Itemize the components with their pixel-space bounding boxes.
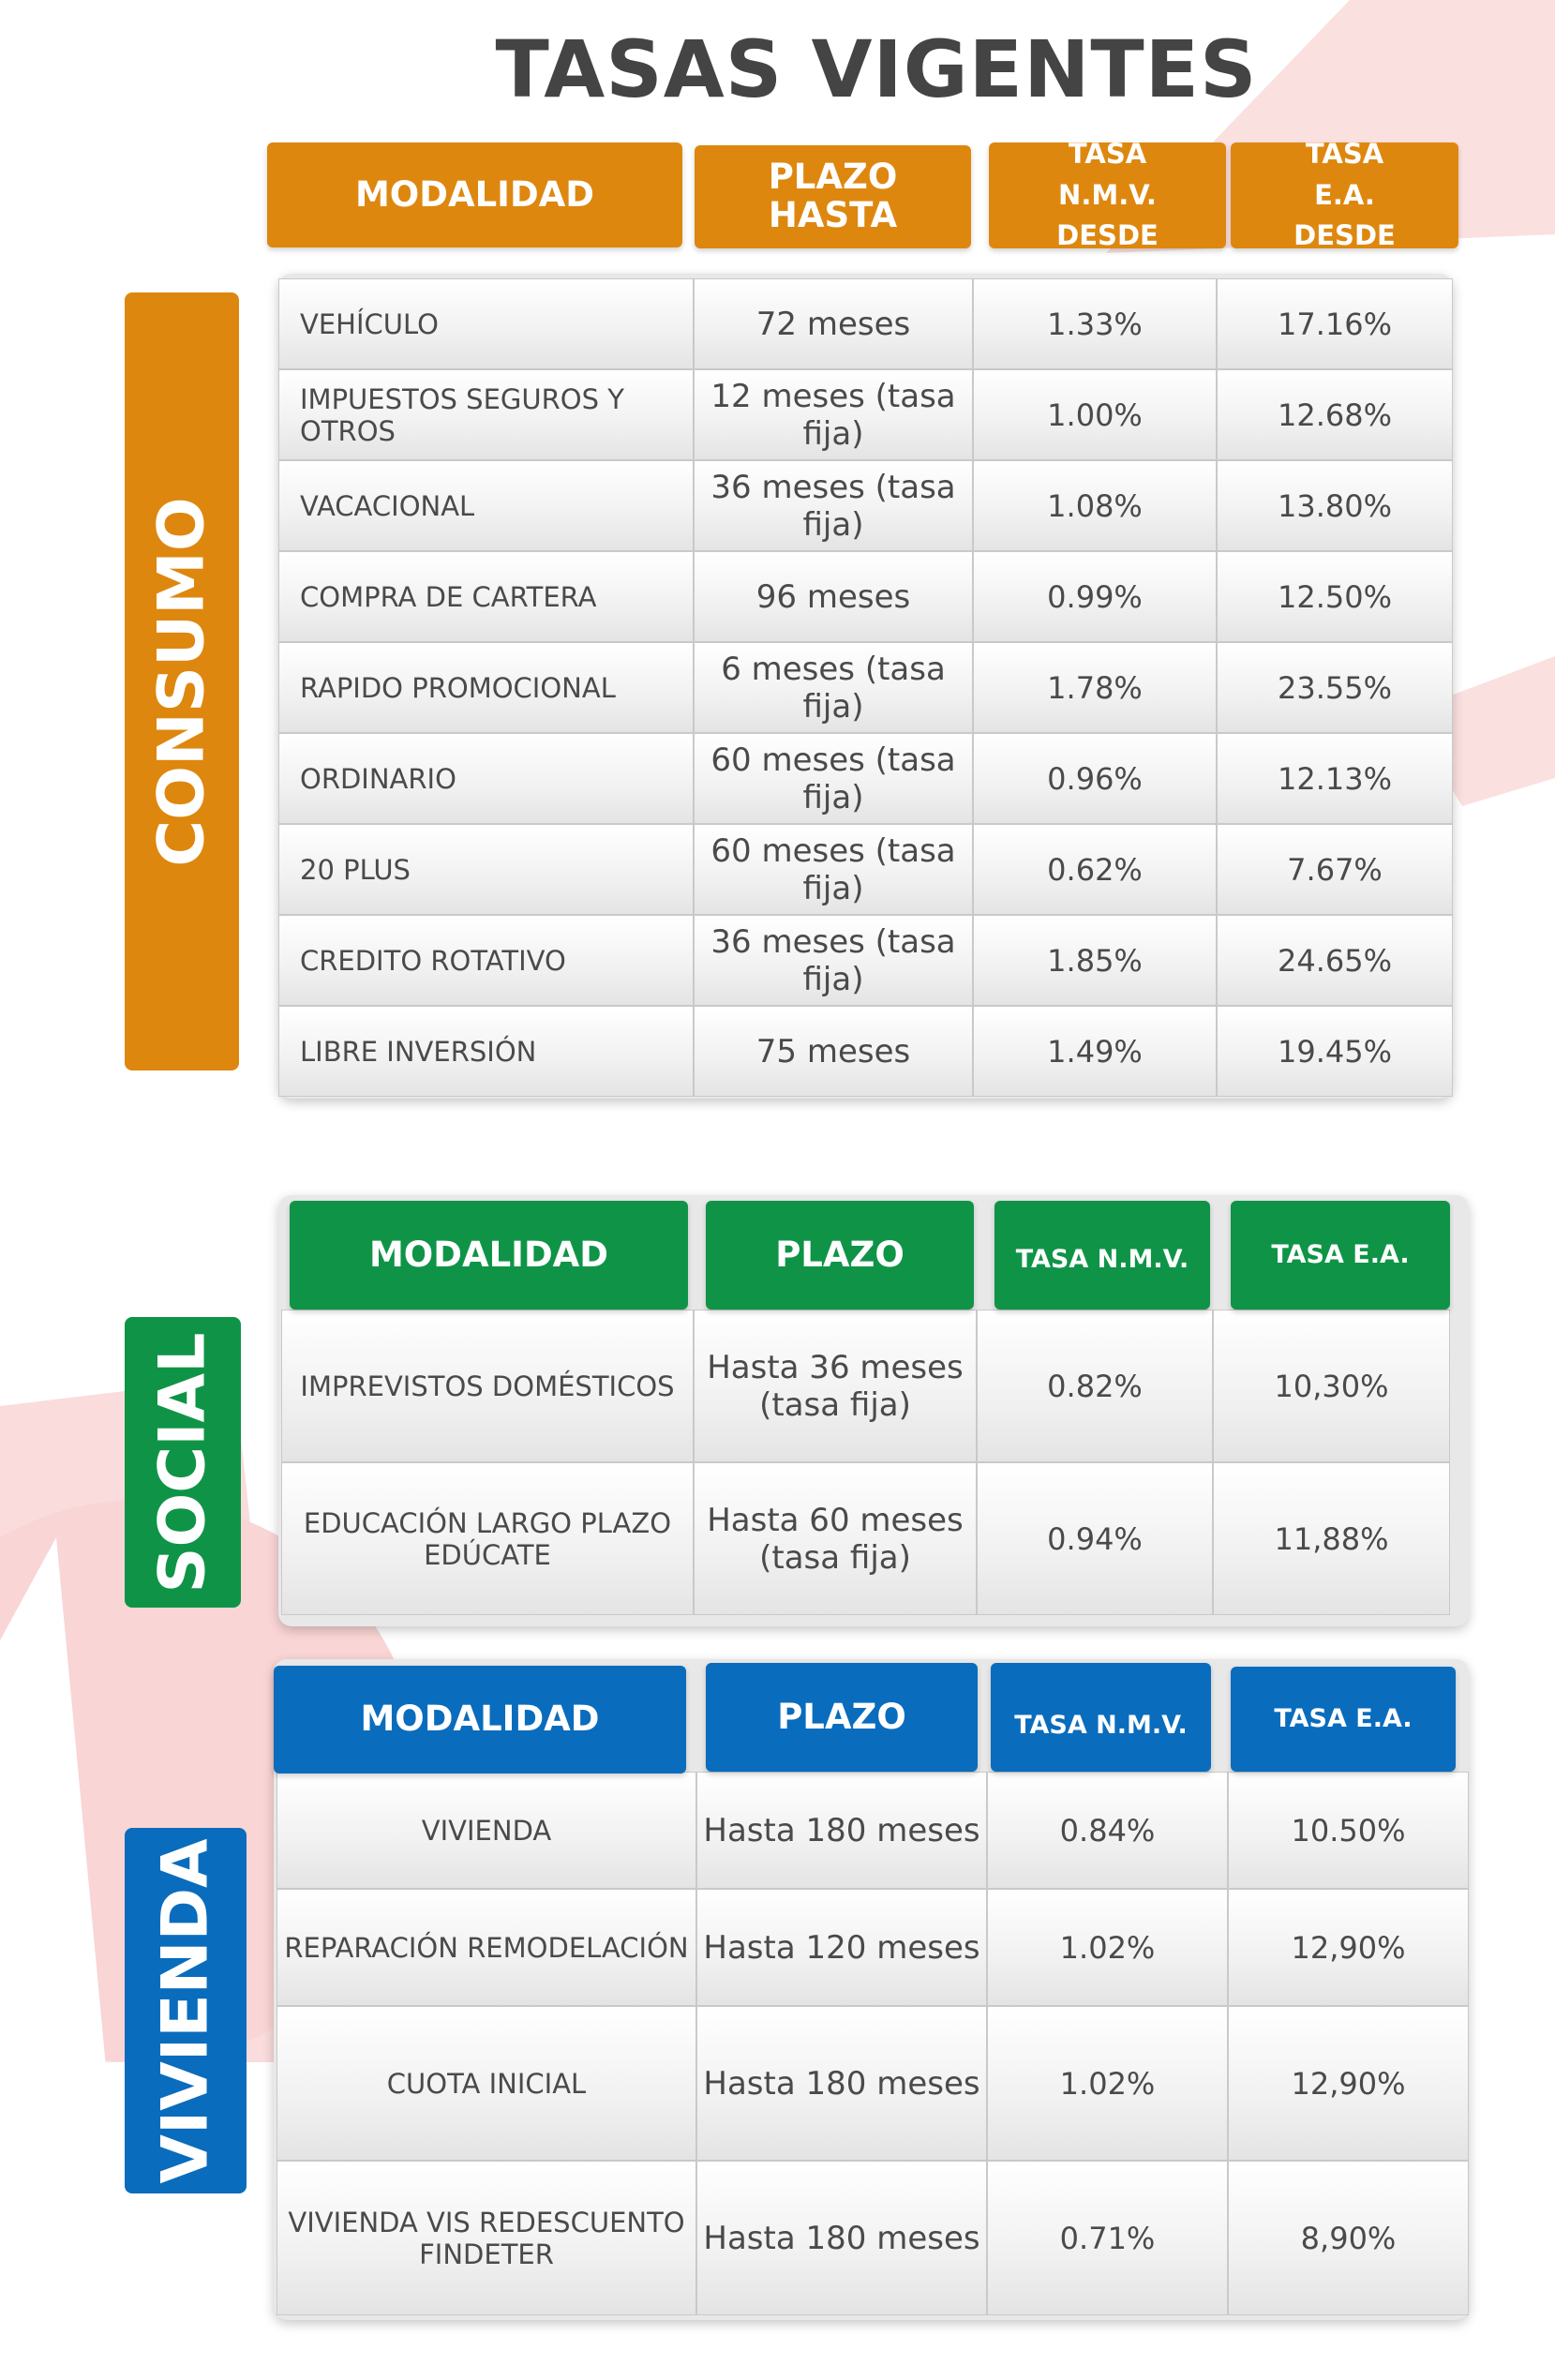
vivienda-tasa-ea-cell: 12,90% (1228, 1889, 1469, 2006)
consumo-modalidad-cell: VACACIONAL (278, 460, 694, 551)
header-tasa-nmv: TASA N.M.V. (994, 1201, 1210, 1310)
consumo-tasa-nmv-cell: 1.33% (973, 278, 1217, 369)
vivienda-plazo-cell: Hasta 180 meses (696, 2161, 987, 2315)
header-plazo-hasta: PLAZO HASTA (695, 145, 971, 248)
header-tasa-ea-desde: TASA E.A. DESDE (1231, 142, 1458, 248)
header-tasa-nmv-desde: TASA N.M.V. DESDE (989, 142, 1226, 248)
consumo-tasa-ea-cell: 7.67% (1217, 824, 1453, 915)
consumo-tasa-nmv-cell: 1.85% (973, 915, 1217, 1006)
consumo-tasa-ea-cell: 12.50% (1217, 551, 1453, 642)
vivienda-tasa-ea-cell: 12,90% (1228, 2006, 1469, 2161)
consumo-tasa-nmv-cell: 1.08% (973, 460, 1217, 551)
vivienda-tasa-nmv-cell: 0.84% (987, 1772, 1228, 1889)
vivienda-tasa-nmv-cell: 0.71% (987, 2161, 1228, 2315)
vivienda-tasa-nmv-cell: 1.02% (987, 2006, 1228, 2161)
section-label-consumo: CONSUMO (125, 292, 239, 1070)
header-plazo: PLAZO (706, 1201, 974, 1310)
social-tasa-ea-cell: 10,30% (1213, 1310, 1450, 1462)
consumo-plazo-cell: 36 meses (tasa fija) (694, 460, 973, 551)
consumo-tasa-ea-cell: 24.65% (1217, 915, 1453, 1006)
consumo-plazo-cell: 6 meses (tasa fija) (694, 642, 973, 733)
social-plazo-cell: Hasta 36 meses (tasa fija) (694, 1310, 977, 1462)
vivienda-plazo-cell: Hasta 180 meses (696, 1772, 987, 1889)
consumo-plazo-cell: 60 meses (tasa fija) (694, 824, 973, 915)
consumo-plazo-cell: 96 meses (694, 551, 973, 642)
social-modalidad-cell: EDUCACIÓN LARGO PLAZO EDÚCATE (281, 1462, 694, 1615)
social-tasa-ea-cell: 11,88% (1213, 1462, 1450, 1615)
header-modalidad: MODALIDAD (290, 1201, 688, 1310)
consumo-plazo-cell: 36 meses (tasa fija) (694, 915, 973, 1006)
consumo-tasa-ea-cell: 12.68% (1217, 369, 1453, 460)
header-modalidad: MODALIDAD (267, 142, 682, 247)
header-tasa-ea: TASA E.A. (1231, 1201, 1450, 1310)
consumo-modalidad-cell: RAPIDO PROMOCIONAL (278, 642, 694, 733)
vivienda-modalidad-cell: VIVIENDA (277, 1772, 696, 1889)
vivienda-modalidad-cell: REPARACIÓN REMODELACIÓN (277, 1889, 696, 2006)
consumo-tasa-nmv-cell: 0.62% (973, 824, 1217, 915)
consumo-tasa-ea-cell: 19.45% (1217, 1006, 1453, 1097)
consumo-modalidad-cell: COMPRA DE CARTERA (278, 551, 694, 642)
social-tasa-nmv-cell: 0.94% (977, 1462, 1213, 1615)
section-label-social: SOCIAL (125, 1317, 241, 1608)
consumo-plazo-cell: 75 meses (694, 1006, 973, 1097)
section-label-vivienda: VIVIENDA (125, 1828, 247, 2193)
social-plazo-cell: Hasta 60 meses (tasa fija) (694, 1462, 977, 1615)
consumo-modalidad-cell: IMPUESTOS SEGUROS Y OTROS (278, 369, 694, 460)
consumo-plazo-cell: 12 meses (tasa fija) (694, 369, 973, 460)
consumo-modalidad-cell: CREDITO ROTATIVO (278, 915, 694, 1006)
vivienda-plazo-cell: Hasta 120 meses (696, 1889, 987, 2006)
header-plazo: PLAZO (706, 1663, 978, 1772)
consumo-modalidad-cell: ORDINARIO (278, 733, 694, 824)
consumo-tasa-ea-cell: 12.13% (1217, 733, 1453, 824)
page-title: TASAS VIGENTES (495, 23, 1258, 115)
consumo-tasa-ea-cell: 13.80% (1217, 460, 1453, 551)
vivienda-plazo-cell: Hasta 180 meses (696, 2006, 987, 2161)
consumo-tasa-nmv-cell: 1.49% (973, 1006, 1217, 1097)
consumo-plazo-cell: 60 meses (tasa fija) (694, 733, 973, 824)
consumo-tasa-nmv-cell: 1.78% (973, 642, 1217, 733)
vivienda-tasa-nmv-cell: 1.02% (987, 1889, 1228, 2006)
social-tasa-nmv-cell: 0.82% (977, 1310, 1213, 1462)
consumo-modalidad-cell: VEHÍCULO (278, 278, 694, 369)
header-tasa-nmv: TASA N.M.V. (991, 1663, 1211, 1772)
consumo-plazo-cell: 72 meses (694, 278, 973, 369)
consumo-tasa-ea-cell: 23.55% (1217, 642, 1453, 733)
vivienda-tasa-ea-cell: 8,90% (1228, 2161, 1469, 2315)
vivienda-tasa-ea-cell: 10.50% (1228, 1772, 1469, 1889)
vivienda-modalidad-cell: CUOTA INICIAL (277, 2006, 696, 2161)
consumo-tasa-ea-cell: 17.16% (1217, 278, 1453, 369)
header-modalidad: MODALIDAD (274, 1666, 686, 1774)
social-modalidad-cell: IMPREVISTOS DOMÉSTICOS (281, 1310, 694, 1462)
consumo-tasa-nmv-cell: 1.00% (973, 369, 1217, 460)
consumo-tasa-nmv-cell: 0.96% (973, 733, 1217, 824)
consumo-modalidad-cell: 20 PLUS (278, 824, 694, 915)
vivienda-modalidad-cell: VIVIENDA VIS REDESCUENTO FINDETER (277, 2161, 696, 2315)
header-tasa-ea: TASA E.A. (1231, 1667, 1456, 1772)
consumo-modalidad-cell: LIBRE INVERSIÓN (278, 1006, 694, 1097)
consumo-tasa-nmv-cell: 0.99% (973, 551, 1217, 642)
